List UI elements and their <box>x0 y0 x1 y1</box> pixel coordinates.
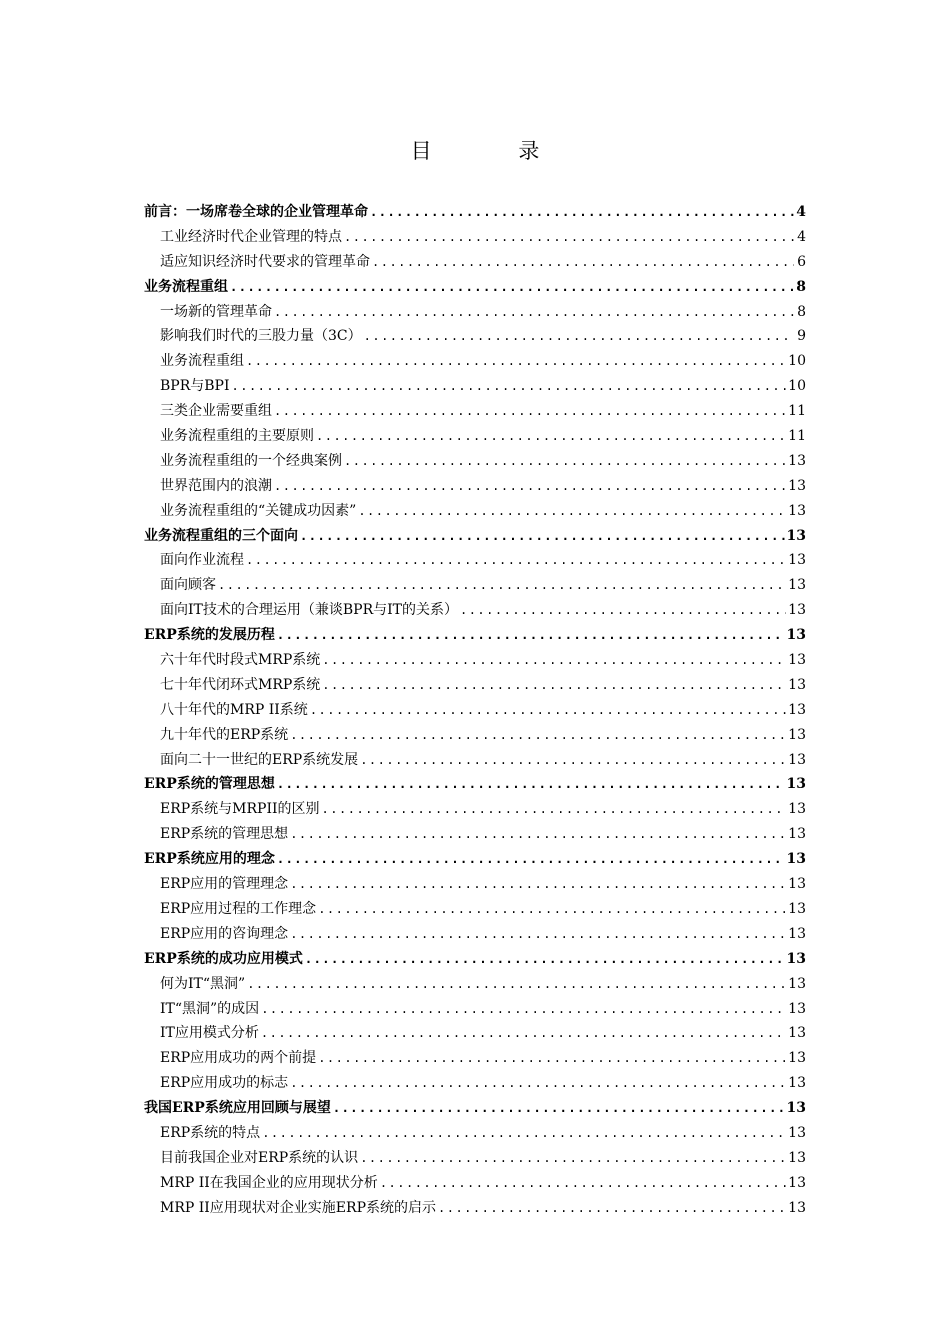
toc-section-entry[interactable] <box>144 1071 806 1096</box>
toc-leader-dots <box>316 424 786 449</box>
toc-page-number: 13 <box>788 452 806 469</box>
toc-leader-dots <box>230 275 794 300</box>
toc-section-entry[interactable] <box>144 872 806 897</box>
toc-chapter-entry[interactable] <box>144 275 806 300</box>
toc-page-number: 13 <box>788 652 806 669</box>
toc-page-number: 11 <box>788 428 806 445</box>
toc-entry-title: 业务流程重组的主要原则 <box>160 428 314 445</box>
toc-leader-dots <box>318 897 786 922</box>
toc-entry-title: 业务流程重组 <box>160 353 244 370</box>
toc-leader-dots <box>344 449 786 474</box>
toc-entry-title: 前言：一场席卷全球的企业管理革命 <box>144 204 368 220</box>
toc-page-number: 13 <box>788 1149 806 1166</box>
toc-section-entry[interactable] <box>144 897 806 922</box>
toc-page-number: 10 <box>788 378 806 395</box>
toc-page-number: 13 <box>788 701 806 718</box>
toc-page-number: 4 <box>797 228 806 245</box>
toc-entry-title: ERP应用过程的工作理念 <box>160 900 317 917</box>
toc-entry-title: 面向作业流程 <box>160 552 244 569</box>
toc-chapter-entry[interactable] <box>144 1096 806 1121</box>
toc-section-entry[interactable] <box>144 748 806 773</box>
toc-leader-dots <box>246 548 786 573</box>
toc-entry-title: ERP系统的特点 <box>160 1124 261 1141</box>
toc-page-number: 13 <box>788 1075 806 1092</box>
toc-entry-title: BPR与BPI <box>160 378 230 395</box>
toc-section-entry[interactable] <box>144 723 806 748</box>
toc-page-number: 11 <box>788 403 806 420</box>
toc-leader-dots <box>318 1046 786 1071</box>
toc-section-entry[interactable] <box>144 399 806 424</box>
toc-page-number: 13 <box>788 726 806 743</box>
toc-leader-dots <box>364 324 794 349</box>
toc-chapter-entry[interactable] <box>144 772 806 797</box>
toc-section-entry[interactable] <box>144 1021 806 1046</box>
toc-leader-dots <box>277 623 785 648</box>
toc-leader-dots <box>274 399 786 424</box>
toc-entry-title: 工业经济时代企业管理的特点 <box>160 228 342 245</box>
toc-leader-dots <box>274 300 794 325</box>
toc-page-number: 13 <box>788 502 806 519</box>
toc-page-number: 13 <box>788 577 806 594</box>
toc-entry-title: ERP系统的管理思想 <box>160 826 289 843</box>
toc-section-entry[interactable] <box>144 474 806 499</box>
toc-page-number: 6 <box>797 253 806 270</box>
toc-section-entry[interactable] <box>144 1046 806 1071</box>
toc-leader-dots <box>290 723 786 748</box>
toc-section-entry[interactable] <box>144 1196 806 1221</box>
toc-section-entry[interactable] <box>144 922 806 947</box>
toc-page-number: 13 <box>788 477 806 494</box>
toc-title: 目 录 <box>410 139 580 163</box>
toc-page-number: 13 <box>786 1100 806 1117</box>
toc-entry-title: IT应用模式分析 <box>160 1025 259 1042</box>
toc-entry-title: 适应知识经济时代要求的管理革命 <box>160 253 370 270</box>
toc-leader-dots <box>246 349 786 374</box>
toc-page-number: 13 <box>788 676 806 693</box>
toc-leader-dots <box>290 922 786 947</box>
toc-entry-title: 六十年代时段式MRP系统 <box>160 652 321 669</box>
toc-leader-dots <box>262 1121 786 1146</box>
toc-entry-title: ERP系统的管理思想 <box>144 776 275 793</box>
toc-section-entry[interactable] <box>144 449 806 474</box>
toc-page-number: 13 <box>788 1174 806 1191</box>
toc-page-number: 13 <box>788 1124 806 1141</box>
toc-entry-title: ERP应用的咨询理念 <box>160 925 289 942</box>
toc-entry-title: 一场新的管理革命 <box>160 303 272 320</box>
toc-leader-dots <box>344 225 794 250</box>
toc-page-number: 13 <box>786 627 806 644</box>
toc-section-entry[interactable] <box>144 1146 806 1171</box>
toc-section-entry[interactable] <box>144 797 806 822</box>
toc-page-number: 13 <box>788 975 806 992</box>
toc-section-entry[interactable] <box>144 972 806 997</box>
toc-entry-title: IT“黑洞”的成因 <box>160 1000 260 1017</box>
toc-page-number: 13 <box>786 851 806 868</box>
toc-page-number: 13 <box>788 751 806 768</box>
toc-page-number: 8 <box>797 303 806 320</box>
toc-leader-dots <box>247 972 786 997</box>
toc-chapter-entry[interactable] <box>144 200 806 225</box>
toc-chapter-entry[interactable] <box>144 524 806 549</box>
toc-leader-dots <box>322 797 787 822</box>
toc-entry-title: ERP应用的管理理念 <box>160 876 289 893</box>
toc-entry-title: 面向顾客 <box>160 577 216 594</box>
toc-leader-dots <box>360 1146 786 1171</box>
toc-leader-dots <box>358 499 786 524</box>
toc-entry-title: 目前我国企业对ERP系统的认识 <box>160 1149 359 1166</box>
toc-page-number: 9 <box>797 328 806 345</box>
toc-chapter-entry[interactable] <box>144 847 806 872</box>
toc-entry-title: 面向二十一世纪的ERP系统发展 <box>160 751 359 768</box>
toc-section-entry[interactable] <box>144 698 806 723</box>
toc-section-entry[interactable] <box>144 1171 806 1196</box>
toc-chapter-entry[interactable] <box>144 947 806 972</box>
toc-entry-title: 面向IT技术的合理运用（兼谈BPR与IT的关系） <box>160 602 458 619</box>
toc-leader-dots <box>261 1021 786 1046</box>
toc-entry-title: ERP应用成功的标志 <box>160 1075 289 1092</box>
toc-page-number: 13 <box>788 1050 806 1067</box>
toc-entry-title: ERP系统与MRPII的区别 <box>160 801 320 818</box>
toc-leader-dots <box>261 997 786 1022</box>
toc-section-entry[interactable] <box>144 424 806 449</box>
toc-page-number: 8 <box>796 278 806 295</box>
toc-page-number: 13 <box>788 1199 806 1216</box>
toc-entry-title: 我国ERP系统应用回顾与展望 <box>144 1100 331 1117</box>
toc-entry-title: 何为IT“黑洞” <box>160 975 246 992</box>
toc-entry-title: 世界范围内的浪潮 <box>160 477 272 494</box>
toc-leader-dots <box>218 573 786 598</box>
toc-leader-dots <box>322 673 786 698</box>
toc-leader-dots <box>290 1071 786 1096</box>
toc-leader-dots <box>380 1171 786 1196</box>
toc-section-entry[interactable] <box>144 573 806 598</box>
toc-page-number: 13 <box>788 900 806 917</box>
toc-section-entry[interactable] <box>144 548 806 573</box>
toc-section-entry[interactable] <box>144 324 806 349</box>
toc-leader-dots <box>290 822 786 847</box>
toc-entry-title: 九十年代的ERP系统 <box>160 726 289 743</box>
toc-leader-dots <box>438 1196 786 1221</box>
toc-entry-title: ERP系统应用的理念 <box>144 851 275 868</box>
toc-section-entry[interactable] <box>144 598 806 623</box>
toc-page-number: 13 <box>788 1025 806 1042</box>
toc-page-number: 13 <box>786 950 806 967</box>
toc-section-entry[interactable] <box>144 673 806 698</box>
toc-entry-title: 七十年代闭环式MRP系统 <box>160 676 321 693</box>
toc-entry-title: 三类企业需要重组 <box>160 403 272 420</box>
table-of-contents <box>144 200 806 1221</box>
toc-leader-dots <box>305 947 785 972</box>
toc-page-number: 13 <box>788 602 806 619</box>
toc-entry-title: MRP II应用现状对企业实施ERP系统的启示 <box>160 1199 436 1216</box>
toc-entry-title: 业务流程重组 <box>144 278 228 295</box>
toc-section-entry[interactable] <box>144 374 806 399</box>
toc-section-entry[interactable] <box>144 648 806 673</box>
toc-section-entry[interactable] <box>144 250 806 275</box>
toc-leader-dots <box>372 250 794 275</box>
toc-page-number: 10 <box>788 353 806 370</box>
toc-leader-dots <box>277 847 785 872</box>
toc-entry-title: MRP II在我国企业的应用现状分析 <box>160 1174 378 1191</box>
toc-section-entry[interactable] <box>144 300 806 325</box>
toc-page-number: 13 <box>788 1000 806 1017</box>
toc-leader-dots <box>277 772 785 797</box>
toc-section-entry[interactable] <box>144 499 806 524</box>
toc-section-entry[interactable] <box>144 1121 806 1146</box>
toc-page-number: 13 <box>788 925 806 942</box>
toc-leader-dots <box>300 524 785 549</box>
toc-entry-title: 八十年代的MRP II系统 <box>160 701 308 718</box>
toc-chapter-entry[interactable] <box>144 623 806 648</box>
toc-section-entry[interactable] <box>144 349 806 374</box>
toc-entry-title: ERP系统的发展历程 <box>144 627 275 644</box>
toc-entry-title: ERP系统的成功应用模式 <box>144 950 303 967</box>
toc-entry-title: 影响我们时代的三股力量（3C） <box>160 328 362 345</box>
toc-page-number: 4 <box>796 204 806 220</box>
toc-entry-title: 业务流程重组的三个面向 <box>144 527 298 544</box>
toc-section-entry[interactable] <box>144 997 806 1022</box>
toc-leader-dots <box>274 474 786 499</box>
toc-entry-title: 业务流程重组的一个经典案例 <box>160 452 342 469</box>
toc-leader-dots <box>310 698 786 723</box>
toc-leader-dots <box>322 648 786 673</box>
toc-page-number: 13 <box>788 876 806 893</box>
toc-entry-title: 业务流程重组的“关键成功因素” <box>160 502 357 519</box>
toc-section-entry[interactable] <box>144 822 806 847</box>
toc-page-number: 13 <box>786 776 806 793</box>
toc-leader-dots <box>290 872 786 897</box>
toc-page-number: 13 <box>788 801 806 818</box>
toc-page-number: 13 <box>786 527 806 544</box>
toc-leader-dots <box>360 748 786 773</box>
toc-leader-dots <box>460 598 786 623</box>
toc-leader-dots <box>333 1096 785 1121</box>
toc-leader-dots <box>370 200 794 225</box>
toc-page-number: 13 <box>788 552 806 569</box>
toc-entry-title: ERP应用成功的两个前提 <box>160 1050 317 1067</box>
toc-section-entry[interactable] <box>144 225 806 250</box>
toc-leader-dots <box>232 374 787 399</box>
toc-page-number: 13 <box>788 826 806 843</box>
